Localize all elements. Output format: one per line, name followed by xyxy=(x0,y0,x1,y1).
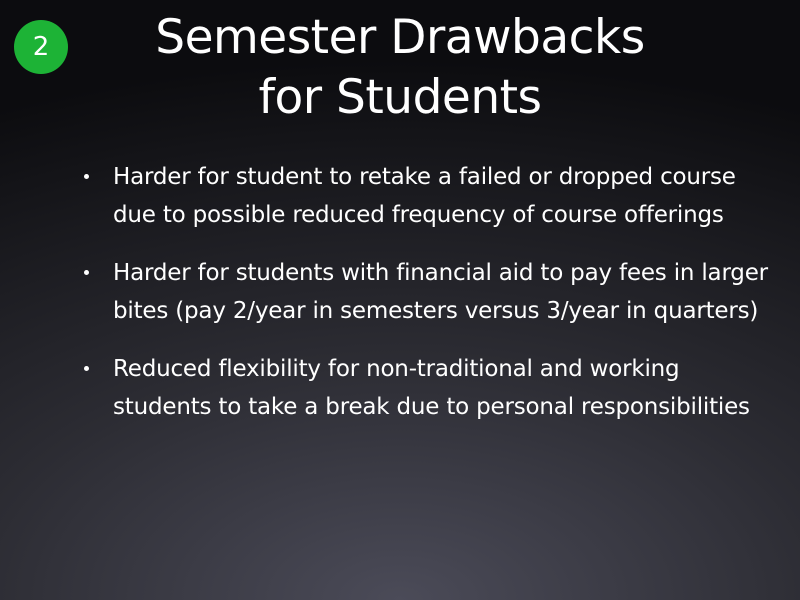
bullet-text: Harder for student to retake a failed or dropped course due to possible reduced frequency of course offerings xyxy=(113,164,736,228)
title-line-2: for Students xyxy=(258,70,542,125)
bullet-text: Reduced flexibility for non-traditional and working students to take a break due to personal responsibilities xyxy=(113,356,750,420)
slide-number-badge xyxy=(14,20,68,74)
slide-number: 2 xyxy=(32,32,50,62)
bullet-item xyxy=(84,254,784,330)
bullet-dot-icon xyxy=(84,366,89,371)
bullet-item xyxy=(84,158,784,234)
title-line-1: Semester Drawbacks xyxy=(155,10,645,65)
bullet-item xyxy=(84,350,784,426)
slide-title xyxy=(80,8,720,128)
bullet-list xyxy=(84,158,784,446)
bullet-dot-icon xyxy=(84,270,89,275)
bullet-dot-icon xyxy=(84,174,89,179)
bullet-text: Harder for students with financial aid to pay fees in larger bites (pay 2/year in semesters versus 3/year in quarters) xyxy=(113,260,768,324)
